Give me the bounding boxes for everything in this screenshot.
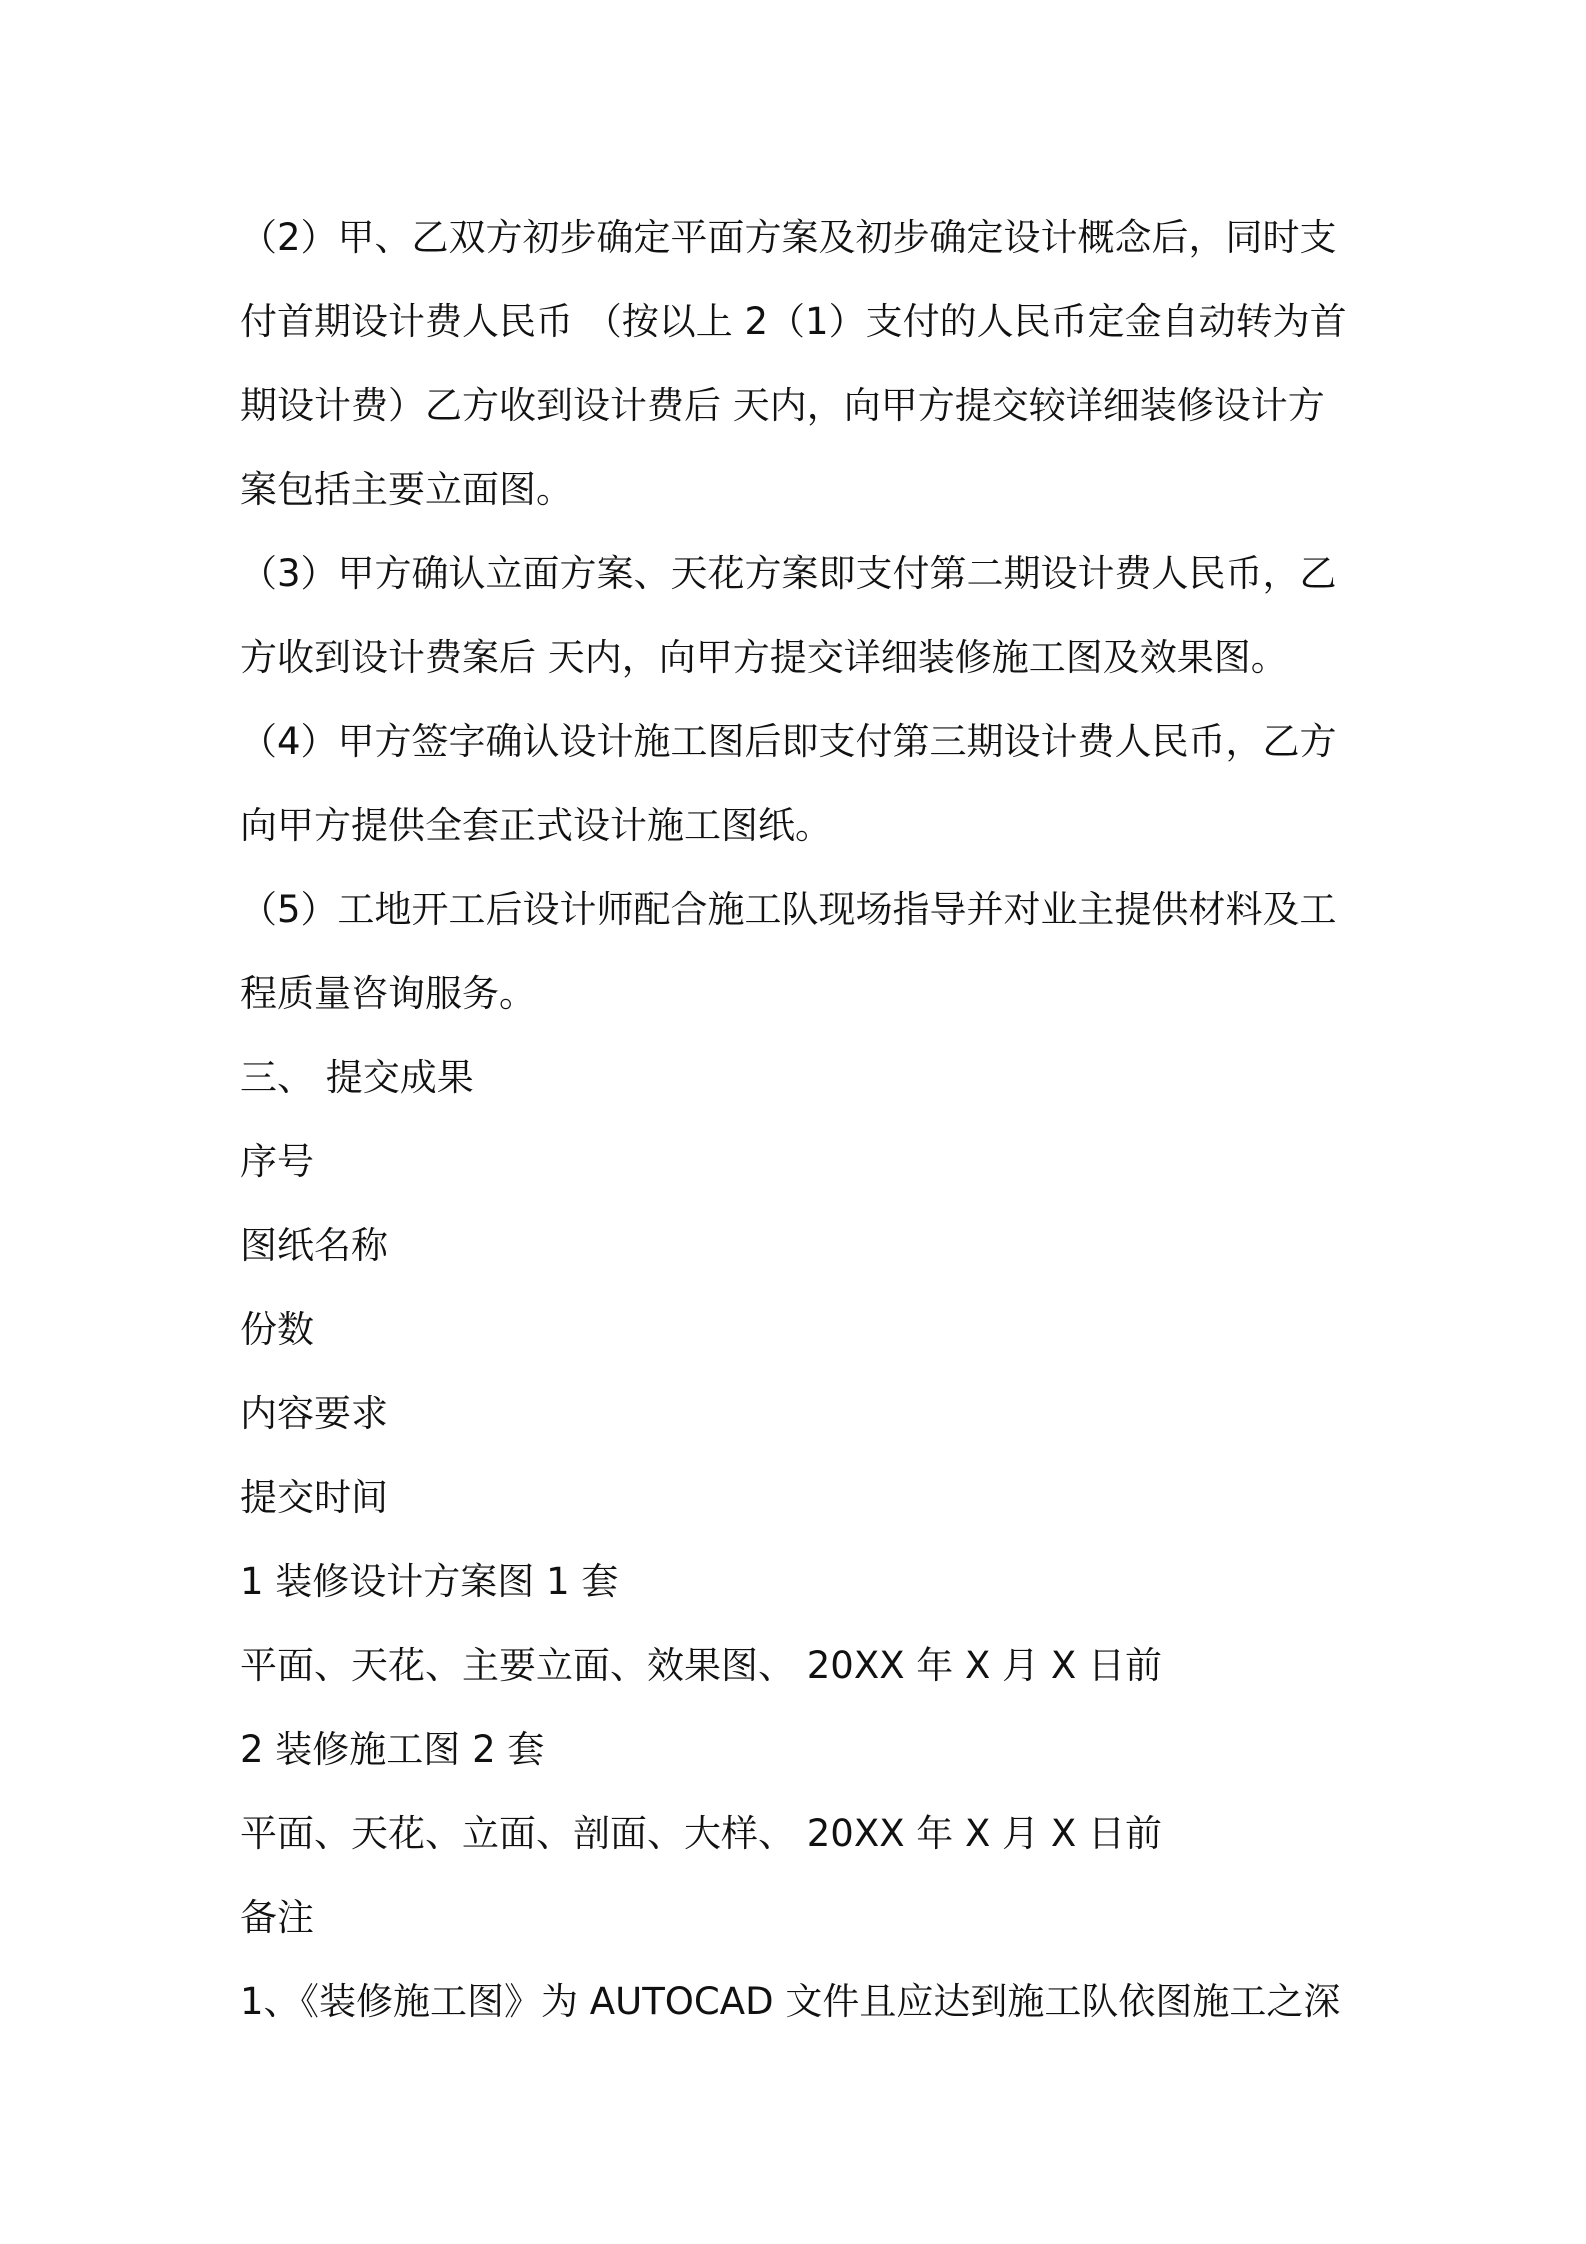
clause-4-line-2: 向甲方提供全套正式设计施工图纸。	[240, 804, 832, 847]
table-row-2-title: 2 装修施工图 2 套	[240, 1728, 545, 1771]
clause-5-line-2: 程质量咨询服务。	[240, 972, 536, 1015]
clause-2-line-1: （2）甲、乙双方初步确定平面方案及初步确定设计概念后，同时支	[240, 216, 1337, 259]
clause-2-line-3: 期设计费）乙方收到设计费后 天内，向甲方提交较详细装修设计方	[240, 384, 1325, 427]
table-row-2-detail: 平面、天花、立面、剖面、大样、 20XX 年 X 月 X 日前	[240, 1812, 1163, 1855]
table-row-1-detail: 平面、天花、主要立面、效果图、 20XX 年 X 月 X 日前	[240, 1644, 1163, 1687]
clause-5-line-1: （5）工地开工后设计师配合施工队现场指导并对业主提供材料及工	[240, 888, 1337, 931]
table-header-serial: 序号	[240, 1140, 314, 1183]
section-heading: 三、 提交成果	[240, 1056, 474, 1099]
note-1: 1、《装修施工图》为 AUTOCAD 文件且应达到施工队依图施工之深	[240, 1980, 1341, 2023]
table-header-requirements: 内容要求	[240, 1392, 388, 1435]
clause-4-line-1: （4）甲方签字确认设计施工图后即支付第三期设计费人民币，乙方	[240, 720, 1337, 763]
clause-2-line-4: 案包括主要立面图。	[240, 468, 573, 511]
clause-2-line-2: 付首期设计费人民币 （按以上 2（1）支付的人民币定金自动转为首	[240, 300, 1347, 343]
document-body	[240, 196, 1370, 2044]
clause-3-line-1: （3）甲方确认立面方案、天花方案即支付第二期设计费人民币，乙	[240, 552, 1337, 595]
table-header-drawing-name: 图纸名称	[240, 1224, 388, 1267]
table-header-copies: 份数	[240, 1308, 314, 1351]
table-row-1-title: 1 装修设计方案图 1 套	[240, 1560, 619, 1603]
notes-heading: 备注	[240, 1896, 314, 1939]
clause-3-line-2: 方收到设计费案后 天内，向甲方提交详细装修施工图及效果图。	[240, 636, 1288, 679]
table-header-submit-time: 提交时间	[240, 1476, 388, 1519]
